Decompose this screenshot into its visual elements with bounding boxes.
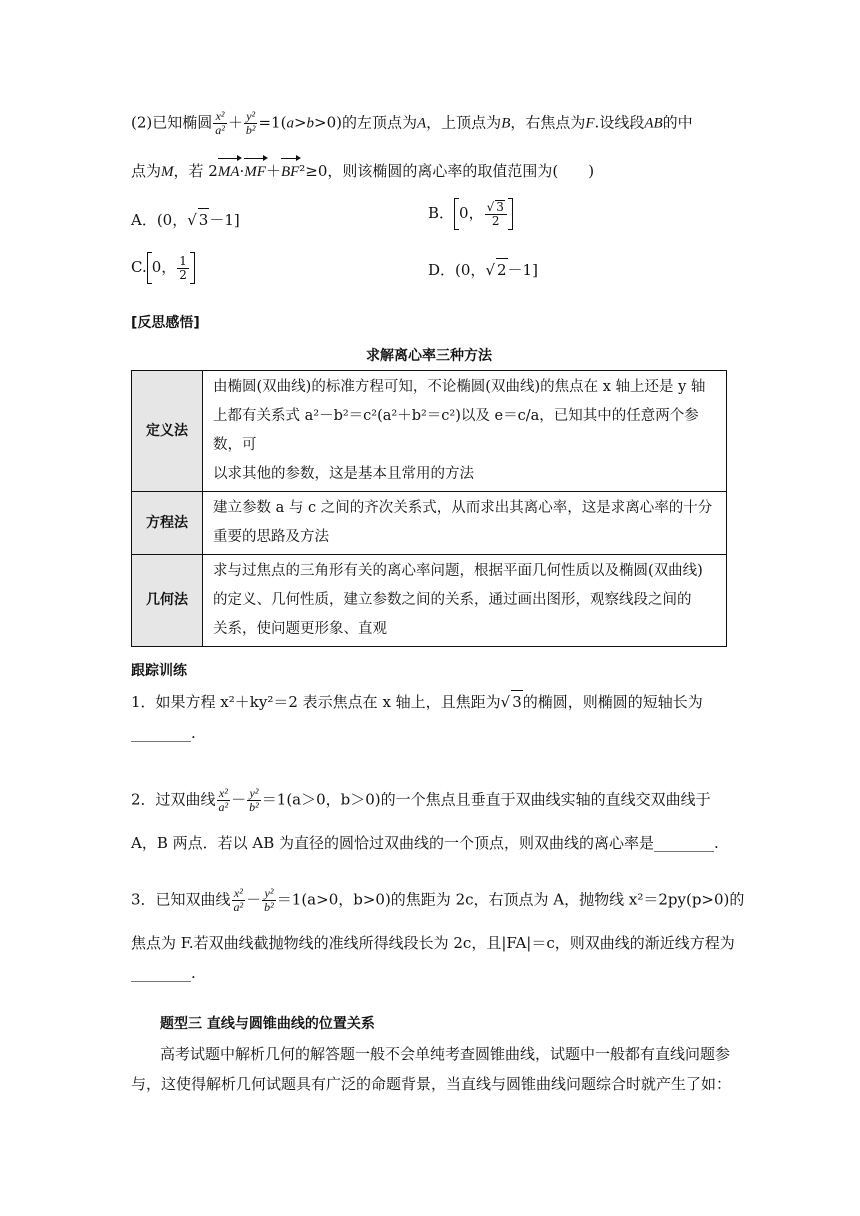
method-description: 建立参数 a 与 c 之间的齐次关系式，从而求出其离心率，这是求离心率的十分 重要的思路及方法 — [203, 492, 727, 555]
training-q3-blank: ________. — [131, 964, 196, 982]
question-2-line-1: (2)已知椭圆 $\frac{\text{x²}}{\text{a²}}$ ＋ $\frac{\text{y²}}{\text{b²}}$ =1(a>b>0)的左顶点为A，上顶点为B，右焦点为F.设线段AB的中 — [131, 109, 693, 137]
option-b[interactable]: B． 0， $\frac{√ 3}{2}$ — [428, 198, 628, 230]
table-row — [132, 371, 727, 492]
table-row — [132, 492, 727, 555]
option-d[interactable]: D．(0，√ 2－1] — [428, 258, 628, 281]
training-q3-line-1: 3．已知双曲线 $\frac{\text{x²}}{\text{a²}}$ － $\frac{\text{y²}}{\text{b²}}$ ＝1(a>0，b>0)的焦距为 2c，右顶点为 A，抛物线 x²＝2py(p>0)的 — [131, 886, 745, 914]
section-3-para-line-1: 高考试题中解析几何的解答题一般不会单纯考查圆锥曲线，试题中一般都有直线问题参 — [160, 1045, 731, 1063]
vector-ma: MA — [218, 161, 240, 183]
option-a[interactable]: A．(0，√ 3－1] — [131, 208, 411, 231]
method-description: 由椭圆(双曲线)的标准方程可知，不论椭圆(双曲线)的焦点在 x 轴上还是 y 轴 上都有关系式 a²－b²＝c²(a²＋b²＝c²)以及 e＝c/a，已知其中的任意两个参数，可 以求其他的参数，这是基本且常用的方法 — [203, 371, 727, 492]
question-2-line-2: 点为M，若 2MA·MF＋BF²≥0，则该椭圆的离心率的取值范围为( ) — [131, 160, 731, 183]
training-heading: 跟踪训练 — [131, 663, 187, 679]
method-name: 定义法 — [132, 371, 203, 492]
training-q1-blank: ________. — [131, 724, 196, 742]
method-name: 方程法 — [132, 492, 203, 555]
reflection-heading: [反思感悟] — [131, 315, 200, 331]
fraction-y2-b2: $\frac{\text{y²}}{\text{b²}}$ — [245, 109, 256, 137]
method-name: 几何法 — [132, 555, 203, 647]
option-c[interactable]: C. 0， $\frac{1}{2}$ — [131, 252, 331, 284]
training-q1-line-1: 1．如果方程 x²＋ky²＝2 表示焦点在 x 轴上，且焦距为√ 3的椭圆，则椭圆的短轴长为 — [131, 690, 731, 713]
methods-table — [131, 370, 727, 647]
vector-bf: BF — [281, 161, 299, 183]
vector-mf: MF — [244, 161, 266, 183]
section-3-para-line-2: 与，这使得解析几何试题具有广泛的命题背景，当直线与圆锥曲线问题综合时就产生了如： — [131, 1075, 732, 1093]
fraction-x2-a2: $\frac{\text{x²}}{\text{a²}}$ — [215, 109, 225, 137]
table-title: 求解离心率三种方法 — [366, 348, 492, 364]
training-q3-line-2: 焦点为 F.若双曲线截抛物线的准线所得线段长为 2c，且|FA|＝c，则双曲线的渐近线方程为 — [131, 934, 735, 952]
section-3-heading: 题型三 直线与圆锥曲线的位置关系 — [160, 1016, 375, 1032]
table-row — [132, 555, 727, 647]
training-q2-line-2: A，B 两点．若以 AB 为直径的圆恰过双曲线的一个顶点，则双曲线的离心率是________. — [131, 834, 719, 852]
question-2-prefix: (2)已知椭圆 — [131, 113, 213, 132]
method-description: 求与过焦点的三角形有关的离心率问题，根据平面几何性质以及椭圆(双曲线) 的定义、几何性质，建立参数之间的关系，通过画出图形，观察线段之间的 关系，使问题更形象、直观 — [203, 555, 727, 647]
training-q2-line-1: 2．过双曲线 $\frac{\text{x²}}{\text{a²}}$ － $\frac{\text{y²}}{\text{b²}}$ ＝1(a＞0，b＞0)的一个焦点且垂直于双曲线实轴的直线交双曲线于 — [131, 786, 711, 814]
